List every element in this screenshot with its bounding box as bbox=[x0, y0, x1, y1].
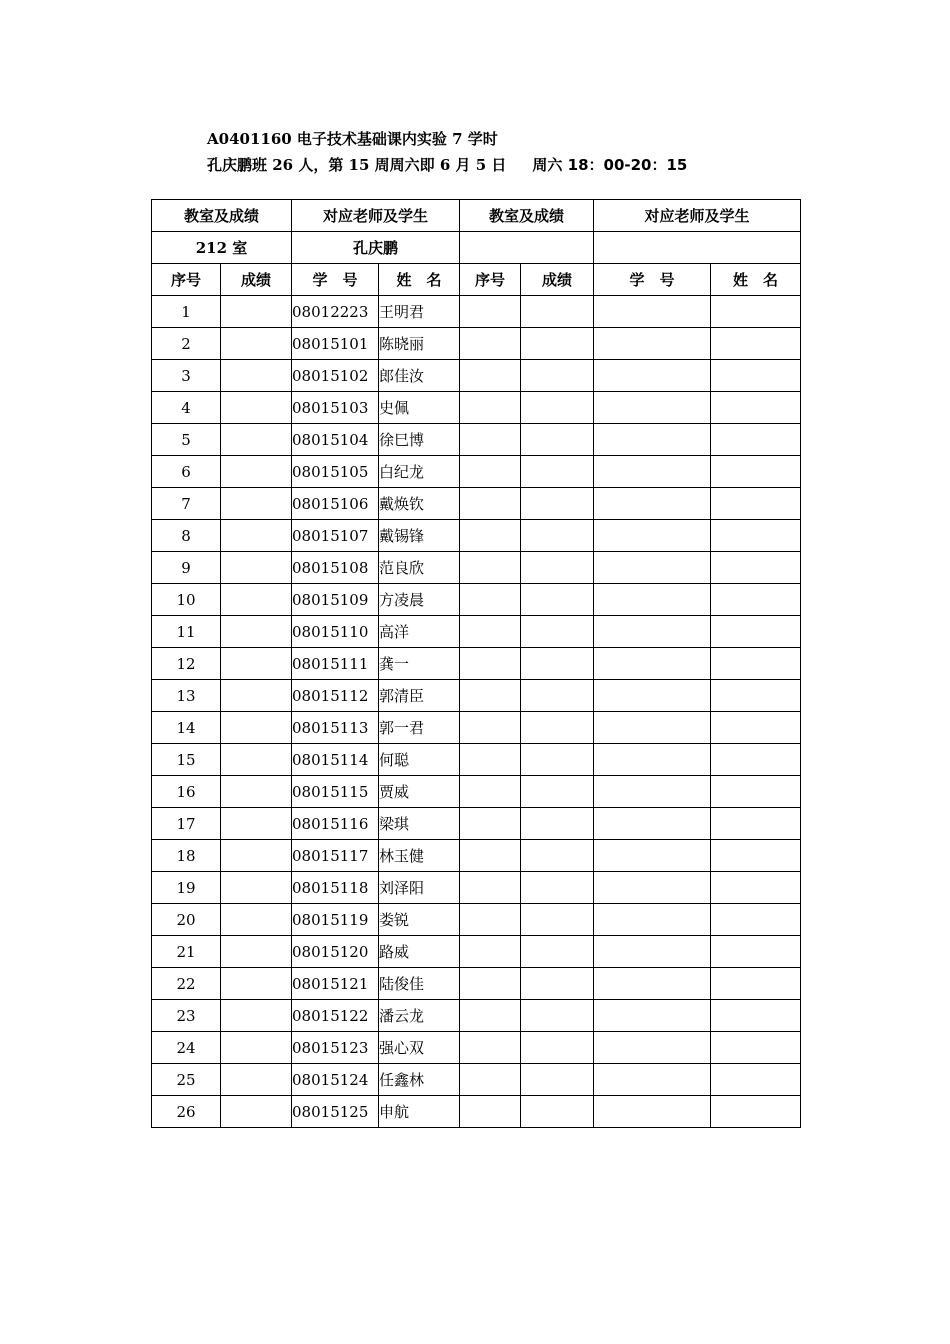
student-name: 郭清臣 bbox=[379, 680, 460, 712]
student-name: 任鑫林 bbox=[379, 1064, 460, 1096]
col-header-name-left: 姓 名 bbox=[379, 264, 460, 296]
student-id: 08015110 bbox=[292, 616, 379, 648]
table-row bbox=[152, 1096, 801, 1128]
student-id: 08015103 bbox=[292, 392, 379, 424]
score-cell-right bbox=[521, 488, 594, 520]
table-row bbox=[152, 296, 801, 328]
student-id-right bbox=[594, 520, 711, 552]
student-name-right bbox=[711, 552, 801, 584]
column-header-row bbox=[152, 264, 801, 296]
student-id-right bbox=[594, 456, 711, 488]
row-number: 7 bbox=[152, 488, 221, 520]
student-id-right bbox=[594, 840, 711, 872]
student-id-right bbox=[594, 872, 711, 904]
score-cell-right bbox=[521, 840, 594, 872]
student-name: 路威 bbox=[379, 936, 460, 968]
class-schedule-line bbox=[207, 152, 687, 178]
col-header-no-left: 序号 bbox=[152, 264, 221, 296]
student-id-right bbox=[594, 744, 711, 776]
score-cell bbox=[221, 936, 292, 968]
table-row bbox=[152, 808, 801, 840]
score-cell-right bbox=[521, 744, 594, 776]
student-name-right bbox=[711, 776, 801, 808]
student-id: 08015105 bbox=[292, 456, 379, 488]
row-number: 8 bbox=[152, 520, 221, 552]
student-id-right bbox=[594, 1000, 711, 1032]
score-cell bbox=[221, 456, 292, 488]
row-number-right bbox=[460, 392, 521, 424]
row-number: 1 bbox=[152, 296, 221, 328]
student-id-right bbox=[594, 392, 711, 424]
student-id: 08015115 bbox=[292, 776, 379, 808]
row-number-right bbox=[460, 424, 521, 456]
score-cell-right bbox=[521, 520, 594, 552]
student-name: 陈晓丽 bbox=[379, 328, 460, 360]
student-id-right bbox=[594, 776, 711, 808]
student-name: 陆俊佳 bbox=[379, 968, 460, 1000]
student-name: 林玉健 bbox=[379, 840, 460, 872]
score-cell-right bbox=[521, 1000, 594, 1032]
student-name: 戴锡锋 bbox=[379, 520, 460, 552]
student-name-right bbox=[711, 648, 801, 680]
row-number-right bbox=[460, 520, 521, 552]
row-number-right bbox=[460, 1032, 521, 1064]
student-name: 王明君 bbox=[379, 296, 460, 328]
student-id-right bbox=[594, 1032, 711, 1064]
student-name: 贾威 bbox=[379, 776, 460, 808]
col-header-score-right: 成绩 bbox=[521, 264, 594, 296]
score-cell bbox=[221, 840, 292, 872]
student-id: 08015124 bbox=[292, 1064, 379, 1096]
student-id: 08015123 bbox=[292, 1032, 379, 1064]
student-name-right bbox=[711, 872, 801, 904]
score-cell-right bbox=[521, 936, 594, 968]
student-id: 08015116 bbox=[292, 808, 379, 840]
student-id: 08015113 bbox=[292, 712, 379, 744]
row-number-right bbox=[460, 936, 521, 968]
table-row bbox=[152, 680, 801, 712]
room-score-header-left: 教室及成绩 bbox=[152, 200, 292, 232]
row-number-right bbox=[460, 328, 521, 360]
col-header-id-left: 学 号 bbox=[292, 264, 379, 296]
student-id: 08012223 bbox=[292, 296, 379, 328]
score-cell-right bbox=[521, 776, 594, 808]
student-id: 08015117 bbox=[292, 840, 379, 872]
student-id: 08015104 bbox=[292, 424, 379, 456]
student-id-right bbox=[594, 936, 711, 968]
table-row bbox=[152, 776, 801, 808]
student-id-right bbox=[594, 712, 711, 744]
score-cell-right bbox=[521, 1096, 594, 1128]
table-row bbox=[152, 488, 801, 520]
score-cell-right bbox=[521, 584, 594, 616]
score-cell bbox=[221, 1032, 292, 1064]
student-id: 08015119 bbox=[292, 904, 379, 936]
row-number-right bbox=[460, 1096, 521, 1128]
row-number: 24 bbox=[152, 1032, 221, 1064]
student-name: 郎佳汝 bbox=[379, 360, 460, 392]
table-row bbox=[152, 616, 801, 648]
room-teacher-row bbox=[152, 232, 801, 264]
student-id: 08015114 bbox=[292, 744, 379, 776]
row-number: 13 bbox=[152, 680, 221, 712]
row-number: 20 bbox=[152, 904, 221, 936]
col-header-no-right: 序号 bbox=[460, 264, 521, 296]
row-number: 12 bbox=[152, 648, 221, 680]
student-name: 梁琪 bbox=[379, 808, 460, 840]
score-cell-right bbox=[521, 328, 594, 360]
student-id-right bbox=[594, 616, 711, 648]
score-cell-right bbox=[521, 1032, 594, 1064]
student-name-right bbox=[711, 584, 801, 616]
table-row bbox=[152, 712, 801, 744]
score-cell bbox=[221, 872, 292, 904]
room-score-header-right: 教室及成绩 bbox=[460, 200, 594, 232]
row-number-right bbox=[460, 296, 521, 328]
row-number-right bbox=[460, 744, 521, 776]
student-id-right bbox=[594, 552, 711, 584]
row-number: 21 bbox=[152, 936, 221, 968]
table-row bbox=[152, 872, 801, 904]
student-id: 08015106 bbox=[292, 488, 379, 520]
student-name: 潘云龙 bbox=[379, 1000, 460, 1032]
student-name-right bbox=[711, 840, 801, 872]
student-id: 08015107 bbox=[292, 520, 379, 552]
student-id: 08015121 bbox=[292, 968, 379, 1000]
student-id: 08015102 bbox=[292, 360, 379, 392]
row-number-right bbox=[460, 872, 521, 904]
score-cell bbox=[221, 1096, 292, 1128]
table-row bbox=[152, 328, 801, 360]
room-right bbox=[460, 232, 594, 264]
score-cell-right bbox=[521, 808, 594, 840]
row-number: 18 bbox=[152, 840, 221, 872]
table-row bbox=[152, 904, 801, 936]
student-name-right bbox=[711, 712, 801, 744]
col-header-id-right: 学 号 bbox=[594, 264, 711, 296]
table-row bbox=[152, 424, 801, 456]
student-id-right bbox=[594, 648, 711, 680]
student-id-right bbox=[594, 680, 711, 712]
teacher-right bbox=[594, 232, 801, 264]
score-cell bbox=[221, 296, 292, 328]
row-number: 11 bbox=[152, 616, 221, 648]
top-header-row bbox=[152, 200, 801, 232]
row-number: 6 bbox=[152, 456, 221, 488]
score-cell bbox=[221, 1000, 292, 1032]
table-row bbox=[152, 744, 801, 776]
student-name-right bbox=[711, 1064, 801, 1096]
student-roster-table bbox=[151, 199, 801, 1128]
row-number-right bbox=[460, 456, 521, 488]
row-number: 15 bbox=[152, 744, 221, 776]
student-id-right bbox=[594, 360, 711, 392]
student-id-right bbox=[594, 968, 711, 1000]
student-id: 08015108 bbox=[292, 552, 379, 584]
student-id: 08015122 bbox=[292, 1000, 379, 1032]
score-cell-right bbox=[521, 616, 594, 648]
student-id-right bbox=[594, 1064, 711, 1096]
table-row bbox=[152, 936, 801, 968]
student-id-right bbox=[594, 584, 711, 616]
course-title: A0401160 电子技术基础课内实验 7 学时 bbox=[207, 130, 498, 148]
score-cell-right bbox=[521, 360, 594, 392]
score-cell-right bbox=[521, 872, 594, 904]
score-cell-right bbox=[521, 296, 594, 328]
student-id-right bbox=[594, 424, 711, 456]
table-row bbox=[152, 552, 801, 584]
student-id-right bbox=[594, 296, 711, 328]
col-header-name-right: 姓 名 bbox=[711, 264, 801, 296]
row-number-right bbox=[460, 904, 521, 936]
student-name-right bbox=[711, 1000, 801, 1032]
document-header bbox=[207, 126, 687, 178]
student-name: 白纪龙 bbox=[379, 456, 460, 488]
row-number: 23 bbox=[152, 1000, 221, 1032]
score-cell bbox=[221, 712, 292, 744]
score-cell-right bbox=[521, 456, 594, 488]
score-cell bbox=[221, 680, 292, 712]
row-number: 14 bbox=[152, 712, 221, 744]
student-name: 史佩 bbox=[379, 392, 460, 424]
student-name: 徐巳博 bbox=[379, 424, 460, 456]
table-row bbox=[152, 648, 801, 680]
room-left: 212 室 bbox=[152, 232, 292, 264]
student-name-right bbox=[711, 936, 801, 968]
score-cell bbox=[221, 968, 292, 1000]
student-name: 娄锐 bbox=[379, 904, 460, 936]
student-id: 08015118 bbox=[292, 872, 379, 904]
student-id-right bbox=[594, 808, 711, 840]
student-name-right bbox=[711, 424, 801, 456]
score-cell bbox=[221, 552, 292, 584]
score-cell-right bbox=[521, 680, 594, 712]
score-cell-right bbox=[521, 392, 594, 424]
row-number-right bbox=[460, 968, 521, 1000]
student-name-right bbox=[711, 808, 801, 840]
score-cell bbox=[221, 424, 292, 456]
table-row bbox=[152, 520, 801, 552]
student-name: 方凌晨 bbox=[379, 584, 460, 616]
score-cell bbox=[221, 904, 292, 936]
row-number-right bbox=[460, 680, 521, 712]
student-name-right bbox=[711, 456, 801, 488]
student-name-right bbox=[711, 360, 801, 392]
student-name-right bbox=[711, 520, 801, 552]
session-time: 周六 18：00-20：15 bbox=[532, 156, 688, 174]
score-cell bbox=[221, 488, 292, 520]
teacher-students-header-left: 对应老师及学生 bbox=[292, 200, 460, 232]
score-cell-right bbox=[521, 648, 594, 680]
score-cell bbox=[221, 584, 292, 616]
student-name: 龚一 bbox=[379, 648, 460, 680]
student-name-right bbox=[711, 1096, 801, 1128]
student-name: 高洋 bbox=[379, 616, 460, 648]
student-id-right bbox=[594, 328, 711, 360]
row-number-right bbox=[460, 808, 521, 840]
row-number-right bbox=[460, 648, 521, 680]
score-cell bbox=[221, 808, 292, 840]
row-number: 9 bbox=[152, 552, 221, 584]
row-number: 4 bbox=[152, 392, 221, 424]
row-number: 10 bbox=[152, 584, 221, 616]
student-name-right bbox=[711, 296, 801, 328]
student-id: 08015112 bbox=[292, 680, 379, 712]
row-number: 26 bbox=[152, 1096, 221, 1128]
row-number: 19 bbox=[152, 872, 221, 904]
student-id: 08015101 bbox=[292, 328, 379, 360]
row-number: 17 bbox=[152, 808, 221, 840]
row-number-right bbox=[460, 552, 521, 584]
score-cell-right bbox=[521, 968, 594, 1000]
score-cell bbox=[221, 744, 292, 776]
student-name: 戴焕钦 bbox=[379, 488, 460, 520]
table-row bbox=[152, 1064, 801, 1096]
score-cell bbox=[221, 776, 292, 808]
table-row bbox=[152, 584, 801, 616]
table-row bbox=[152, 840, 801, 872]
student-id: 08015111 bbox=[292, 648, 379, 680]
student-name: 何聪 bbox=[379, 744, 460, 776]
row-number-right bbox=[460, 616, 521, 648]
student-id-right bbox=[594, 904, 711, 936]
student-name-right bbox=[711, 904, 801, 936]
table-row bbox=[152, 968, 801, 1000]
student-id: 08015125 bbox=[292, 1096, 379, 1128]
score-cell-right bbox=[521, 424, 594, 456]
row-number-right bbox=[460, 1000, 521, 1032]
row-number: 5 bbox=[152, 424, 221, 456]
row-number: 2 bbox=[152, 328, 221, 360]
student-name-right bbox=[711, 968, 801, 1000]
row-number: 3 bbox=[152, 360, 221, 392]
student-name: 申航 bbox=[379, 1096, 460, 1128]
score-cell bbox=[221, 392, 292, 424]
score-cell bbox=[221, 520, 292, 552]
student-name: 刘泽阳 bbox=[379, 872, 460, 904]
row-number-right bbox=[460, 776, 521, 808]
row-number-right bbox=[460, 840, 521, 872]
teacher-left: 孔庆鹏 bbox=[292, 232, 460, 264]
student-name-right bbox=[711, 392, 801, 424]
score-cell-right bbox=[521, 712, 594, 744]
row-number-right bbox=[460, 488, 521, 520]
table-row bbox=[152, 360, 801, 392]
score-cell bbox=[221, 328, 292, 360]
table-row bbox=[152, 456, 801, 488]
student-name: 强心双 bbox=[379, 1032, 460, 1064]
student-name-right bbox=[711, 328, 801, 360]
student-id-right bbox=[594, 1096, 711, 1128]
col-header-score-left: 成绩 bbox=[221, 264, 292, 296]
student-name-right bbox=[711, 488, 801, 520]
row-number: 16 bbox=[152, 776, 221, 808]
student-name: 郭一君 bbox=[379, 712, 460, 744]
row-number-right bbox=[460, 1064, 521, 1096]
score-cell bbox=[221, 648, 292, 680]
row-number-right bbox=[460, 712, 521, 744]
score-cell-right bbox=[521, 1064, 594, 1096]
score-cell bbox=[221, 360, 292, 392]
student-name-right bbox=[711, 680, 801, 712]
student-name-right bbox=[711, 744, 801, 776]
row-number: 22 bbox=[152, 968, 221, 1000]
score-cell bbox=[221, 616, 292, 648]
table-row bbox=[152, 392, 801, 424]
row-number-right bbox=[460, 584, 521, 616]
student-name: 范良欣 bbox=[379, 552, 460, 584]
row-number-right bbox=[460, 360, 521, 392]
row-number: 25 bbox=[152, 1064, 221, 1096]
student-id: 08015109 bbox=[292, 584, 379, 616]
class-info: 孔庆鹏班 26 人，第 15 周周六即 6 月 5 日 bbox=[207, 156, 507, 174]
student-name-right bbox=[711, 1032, 801, 1064]
student-name-right bbox=[711, 616, 801, 648]
table-row bbox=[152, 1032, 801, 1064]
score-cell-right bbox=[521, 904, 594, 936]
score-cell-right bbox=[521, 552, 594, 584]
teacher-students-header-right: 对应老师及学生 bbox=[594, 200, 801, 232]
student-id: 08015120 bbox=[292, 936, 379, 968]
score-cell bbox=[221, 1064, 292, 1096]
table-row bbox=[152, 1000, 801, 1032]
student-id-right bbox=[594, 488, 711, 520]
